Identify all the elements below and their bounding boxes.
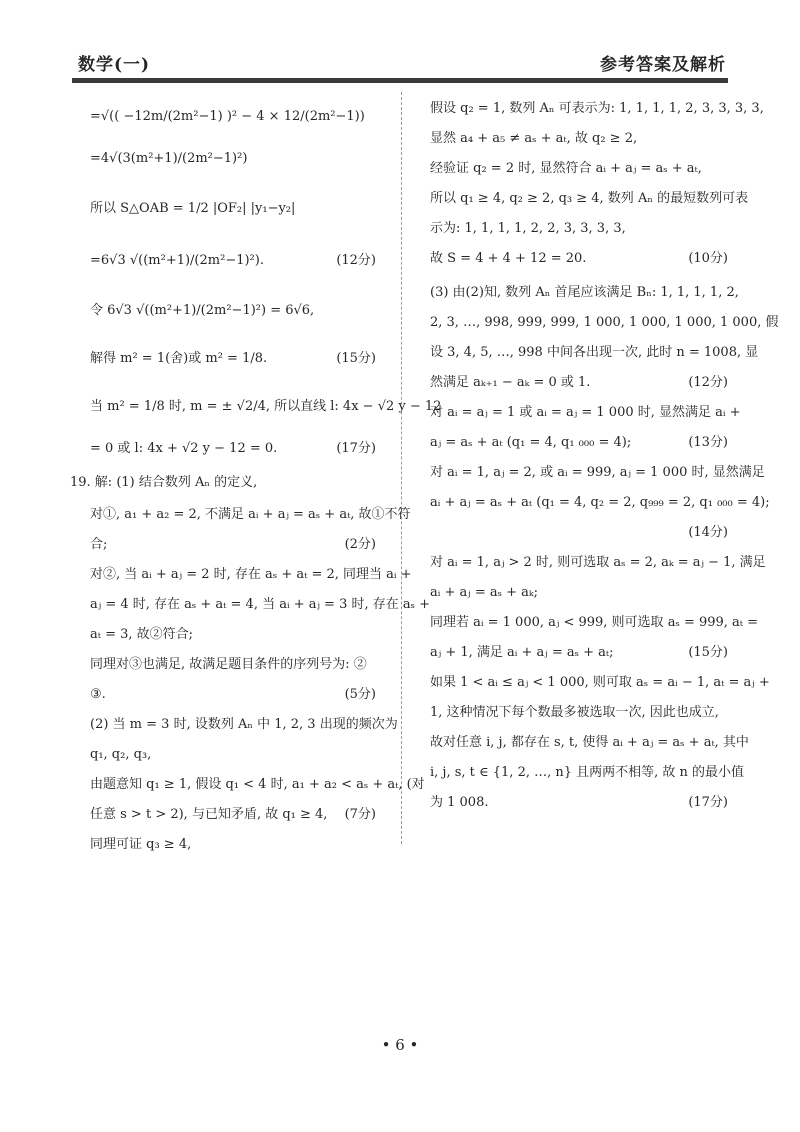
solution-line: 然满足 aₖ₊₁ − aₖ = 0 或 1. xyxy=(430,375,591,390)
score-mark: (7分) xyxy=(344,807,376,822)
solution-line: 所以 S△OAB = 1/2 |OF₂| |y₁−y₂| xyxy=(90,201,296,216)
solution-line: 令 6√3 √((m²+1)/(2m²−1)²) = 6√6, xyxy=(90,303,315,318)
solution-line: aᵢ + aⱼ = aₛ + aₜ (q₁ = 4, q₂ = 2, q₉₉₉ = 2, q₁ ₀₀₀ = 4); xyxy=(430,495,770,510)
solution-line: aⱼ = 4 时, 存在 aₛ + aₜ = 4, 当 aᵢ + aⱼ = 3 时, 存在 aₛ + xyxy=(90,597,431,612)
solution-line: 1, 这种情况下每个数最多被选取一次, 因此也成立, xyxy=(430,705,719,720)
question-19-heading: 19. 解: (1) 结合数列 Aₙ 的定义, xyxy=(70,475,258,490)
score-mark: (2分) xyxy=(344,537,376,552)
solution-line: 假设 q₂ = 1, 数列 Aₙ 可表示为: 1, 1, 1, 1, 2, 3, 3, 3, 3, xyxy=(430,101,764,116)
solution-line: 任意 s > t > 2), 与已知矛盾, 故 q₁ ≥ 4, xyxy=(90,807,328,822)
solution-line: aⱼ = aₛ + aₜ (q₁ = 4, q₁ ₀₀₀ = 4); xyxy=(430,435,632,450)
solution-line: 如果 1 < aᵢ ≤ aⱼ < 1 000, 则可取 aₛ = aᵢ − 1, aₜ = aⱼ + xyxy=(430,675,770,690)
solution-line: =6√3 √((m²+1)/(2m²−1)²). xyxy=(90,253,264,268)
solution-line: (2) 当 m = 3 时, 设数列 Aₙ 中 1, 2, 3 出现的频次为 xyxy=(90,717,398,732)
subject-title: 数学(一) xyxy=(78,55,151,75)
solution-line: 故对任意 i, j, 都存在 s, t, 使得 aᵢ + aⱼ = aₛ + aₜ, 其中 xyxy=(430,735,749,750)
score-mark: (15分) xyxy=(688,645,728,660)
solution-line: 同理对③也满足, 故满足题目条件的序列号为: ② xyxy=(90,657,367,672)
solution-line: 对 aᵢ = 1, aⱼ > 2 时, 则可选取 aₛ = 2, aₖ = aⱼ − 1, 满足 xyxy=(430,555,766,570)
score-mark: (12分) xyxy=(336,253,376,268)
solution-line: 解得 m² = 1(舍)或 m² = 1/8. xyxy=(90,351,268,366)
score-mark: (14分) xyxy=(688,525,728,540)
header-rule xyxy=(72,78,728,83)
solution-line: =√(( −12m/(2m²−1) )² − 4 × 12/(2m²−1)) xyxy=(90,109,365,124)
solution-line: 当 m² = 1/8 时, m = ± √2/4, 所以直线 l: 4x − √2 y − 12 xyxy=(90,399,442,414)
solution-line: 由题意知 q₁ ≥ 1, 假设 q₁ < 4 时, a₁ + a₂ < aₛ + aₜ, (对 xyxy=(90,777,425,792)
solution-line: 2, 3, …, 998, 999, 999, 1 000, 1 000, 1 000, 1 000, 假 xyxy=(430,315,779,330)
solution-line: i, j, s, t ∈ {1, 2, …, n} 且两两不相等, 故 n 的最小值 xyxy=(430,765,745,780)
solution-line: 示为: 1, 1, 1, 1, 2, 2, 3, 3, 3, 3, xyxy=(430,221,626,236)
solution-line: ③. xyxy=(90,687,106,702)
score-mark: (17分) xyxy=(336,441,376,456)
solution-line: aₜ = 3, 故②符合; xyxy=(90,627,194,642)
score-mark: (5分) xyxy=(344,687,376,702)
column-divider xyxy=(401,92,402,844)
solution-line: 对 aᵢ = 1, aⱼ = 2, 或 aᵢ = 999, aⱼ = 1 000 时, 显然满足 xyxy=(430,465,765,480)
solution-line: 显然 a₄ + a₅ ≠ aₛ + aₜ, 故 q₂ ≥ 2, xyxy=(430,131,638,146)
score-mark: (12分) xyxy=(688,375,728,390)
solution-line: aᵢ + aⱼ = aₛ + aₖ; xyxy=(430,585,539,600)
solution-line: aⱼ + 1, 满足 aᵢ + aⱼ = aₛ + aₜ; xyxy=(430,645,614,660)
score-mark: (10分) xyxy=(688,251,728,266)
solution-line: 对②, 当 aᵢ + aⱼ = 2 时, 存在 aₛ + aₜ = 2, 同理当 aᵢ + xyxy=(90,567,412,582)
page-number: • 6 • xyxy=(381,1036,419,1054)
solution-line: 对 aᵢ = aⱼ = 1 或 aᵢ = aⱼ = 1 000 时, 显然满足 aᵢ + xyxy=(430,405,741,420)
solution-line: 故 S = 4 + 4 + 12 = 20. xyxy=(430,251,587,266)
solution-line: 所以 q₁ ≥ 4, q₂ ≥ 2, q₃ ≥ 4, 数列 Aₙ 的最短数列可表 xyxy=(430,191,749,206)
solution-line: 为 1 008. xyxy=(430,795,489,810)
solution-line: q₁, q₂, q₃, xyxy=(90,747,152,762)
solution-line: 合; xyxy=(90,537,108,552)
score-mark: (13分) xyxy=(688,435,728,450)
solution-line: 对①, a₁ + a₂ = 2, 不满足 aᵢ + aⱼ = aₛ + aₜ, 故①不符 xyxy=(90,507,411,522)
solution-line: =4√(3(m²+1)/(2m²−1)²) xyxy=(90,151,248,166)
solution-line: (3) 由(2)知, 数列 Aₙ 首尾应该满足 Bₙ: 1, 1, 1, 1, 2, xyxy=(430,285,739,300)
score-mark: (15分) xyxy=(336,351,376,366)
solution-line: 经验证 q₂ = 2 时, 显然符合 aᵢ + aⱼ = aₛ + aₜ, xyxy=(430,161,702,176)
solution-line: 同理若 aᵢ = 1 000, aⱼ < 999, 则可选取 aₛ = 999, aₜ = xyxy=(430,615,759,630)
solution-line: = 0 或 l: 4x + √2 y − 12 = 0. xyxy=(90,441,278,456)
solution-line: 设 3, 4, 5, …, 998 中间各出现一次, 此时 n = 1008, 显 xyxy=(430,345,759,360)
score-mark: (17分) xyxy=(688,795,728,810)
solution-line: 同理可证 q₃ ≥ 4, xyxy=(90,837,192,852)
section-title: 参考答案及解析 xyxy=(600,55,726,75)
